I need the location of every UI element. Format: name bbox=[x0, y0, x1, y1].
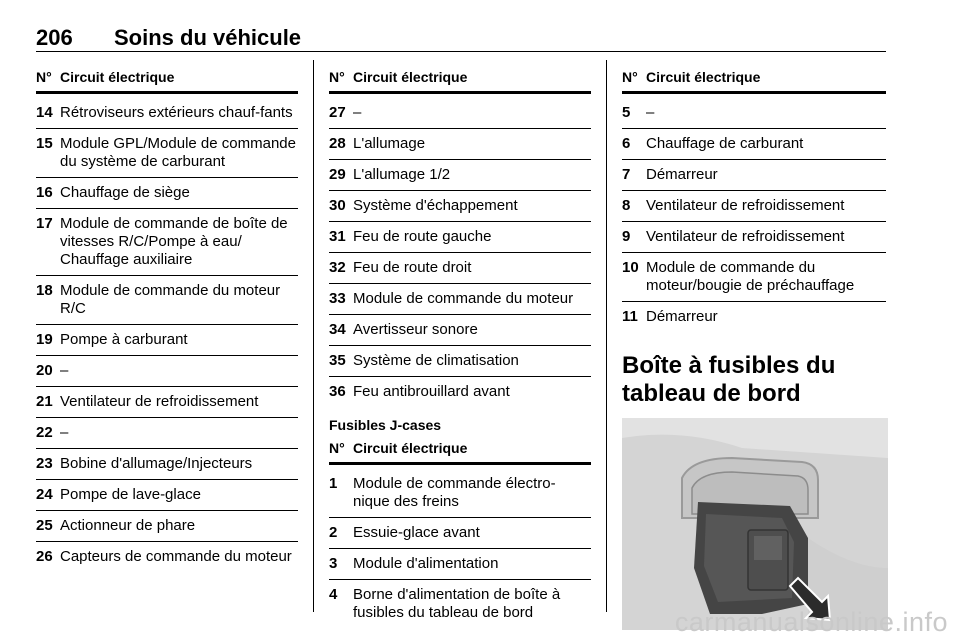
page-section-title: Soins du véhicule bbox=[114, 25, 302, 50]
fuse-row bbox=[622, 133, 886, 160]
fuse-row bbox=[329, 133, 591, 160]
fuse-number: 9 bbox=[622, 228, 631, 245]
fuse-row bbox=[36, 515, 298, 542]
header-num: N° bbox=[622, 69, 638, 85]
fuse-description: L'allumage bbox=[353, 135, 426, 152]
fuse-description: Bobine d'allumage/Injecteurs bbox=[60, 455, 253, 472]
header-desc: Circuit électrique bbox=[60, 69, 175, 85]
fuse-number: 5 bbox=[622, 104, 631, 121]
table-header bbox=[329, 68, 591, 94]
page-number: 206 bbox=[36, 25, 73, 50]
fuse-description: Chauffage de carburant bbox=[646, 135, 804, 152]
fuse-row bbox=[329, 257, 591, 284]
fuse-description: Pompe de lave-glace bbox=[60, 486, 201, 503]
fuse-description: – bbox=[646, 104, 655, 121]
fuse-description: Avertisseur sonore bbox=[353, 321, 478, 338]
fusebox-illustration bbox=[622, 418, 888, 630]
fuse-number: 28 bbox=[329, 135, 346, 152]
fuse-row bbox=[36, 546, 298, 572]
section-heading: Boîte à fusibles du tableau de bord bbox=[622, 352, 836, 407]
fuse-description: Pompe à carburant bbox=[60, 331, 188, 348]
fuse-row bbox=[36, 422, 298, 449]
fuse-number: 27 bbox=[329, 104, 346, 121]
fuse-row bbox=[329, 584, 591, 628]
fuse-number: 20 bbox=[36, 362, 53, 379]
fuse-number: 24 bbox=[36, 486, 53, 503]
fuse-row bbox=[36, 213, 298, 276]
fuse-row bbox=[622, 164, 886, 191]
table-header bbox=[329, 439, 591, 465]
fuse-row bbox=[329, 553, 591, 580]
fuse-row bbox=[329, 473, 591, 518]
fuse-number: 1 bbox=[329, 475, 338, 492]
fuse-description: – bbox=[60, 424, 69, 441]
fuse-row bbox=[36, 391, 298, 418]
fuse-row bbox=[329, 319, 591, 346]
jcases-title: Fusibles J-cases bbox=[329, 417, 442, 433]
table-header bbox=[622, 68, 886, 94]
fuse-description: Chauffage de siège bbox=[60, 184, 190, 201]
fuse-description: Essuie-glace avant bbox=[353, 524, 480, 541]
fuse-description: Ventilateur de refroidissement bbox=[60, 393, 259, 410]
fuse-number: 36 bbox=[329, 383, 346, 400]
fuse-number: 2 bbox=[329, 524, 338, 541]
header-rule bbox=[36, 51, 886, 52]
fuse-description: Module d'alimentation bbox=[353, 555, 499, 572]
fuse-description: Module de commande de boîte de vitesses R/C/Pompe à eau/ Chauffage auxiliaire bbox=[60, 215, 288, 268]
column-2 bbox=[329, 68, 591, 632]
fuse-number: 10 bbox=[622, 259, 639, 276]
fuse-number: 21 bbox=[36, 393, 53, 410]
fusebox-photo bbox=[622, 418, 888, 630]
header-desc: Circuit électrique bbox=[353, 440, 468, 456]
fuse-number: 25 bbox=[36, 517, 53, 534]
fuse-number: 34 bbox=[329, 321, 346, 338]
fuse-row bbox=[329, 195, 591, 222]
watermark: carmanualsonline.info bbox=[674, 607, 948, 637]
fuse-number: 14 bbox=[36, 104, 53, 121]
fuse-description: Module de commande du moteur bbox=[353, 290, 574, 307]
fuse-number: 26 bbox=[36, 548, 53, 565]
fuse-row bbox=[329, 288, 591, 315]
fuse-description: Système de climatisation bbox=[353, 352, 519, 369]
fuse-description: Module de commande du moteur R/C bbox=[60, 282, 281, 317]
fuse-description: Module de commande électro-nique des freins bbox=[353, 475, 556, 510]
fuse-number: 4 bbox=[329, 586, 338, 603]
fuse-row bbox=[36, 453, 298, 480]
fuse-row bbox=[329, 102, 591, 129]
fuse-description: Module de commande du moteur/bougie de préchauffage bbox=[646, 259, 855, 294]
fuse-number: 29 bbox=[329, 166, 346, 183]
column-divider bbox=[313, 60, 314, 612]
fuse-list bbox=[36, 102, 298, 572]
fuse-number: 22 bbox=[36, 424, 53, 441]
fuse-number: 11 bbox=[622, 308, 638, 325]
fuse-description: Démarreur bbox=[646, 166, 718, 183]
fuse-description: Démarreur bbox=[646, 308, 718, 325]
header-num: N° bbox=[329, 69, 345, 85]
page-header bbox=[36, 25, 886, 51]
fuse-number: 15 bbox=[36, 135, 53, 152]
column-divider bbox=[606, 60, 607, 612]
fuse-description: Borne d'alimentation de boîte à fusibles du tableau de bord bbox=[353, 586, 561, 621]
fuse-number: 6 bbox=[622, 135, 631, 152]
fuse-description: Capteurs de commande du moteur bbox=[60, 548, 292, 565]
fuse-row bbox=[36, 360, 298, 387]
fuse-list bbox=[329, 102, 591, 407]
fuse-row bbox=[329, 522, 591, 549]
fuse-description: Feu antibrouillard avant bbox=[353, 383, 510, 400]
fuse-description: Rétroviseurs extérieurs chauf-fants bbox=[60, 104, 293, 121]
fuse-row bbox=[622, 102, 886, 129]
fuse-description: – bbox=[60, 362, 69, 379]
fuse-number: 16 bbox=[36, 184, 53, 201]
header-num: N° bbox=[36, 69, 52, 85]
fuse-row bbox=[329, 350, 591, 377]
fuse-number: 23 bbox=[36, 455, 53, 472]
fuse-row bbox=[329, 164, 591, 191]
fuse-description: Feu de route droit bbox=[353, 259, 472, 276]
fuse-description: Système d'échappement bbox=[353, 197, 518, 214]
fuse-number: 7 bbox=[622, 166, 631, 183]
fuse-row bbox=[622, 226, 886, 253]
fuse-row bbox=[329, 381, 591, 407]
fuse-number: 30 bbox=[329, 197, 346, 214]
fuse-row bbox=[36, 102, 298, 129]
fuse-number: 33 bbox=[329, 290, 346, 307]
fuse-row bbox=[622, 306, 886, 332]
fuse-description: Actionneur de phare bbox=[60, 517, 196, 534]
fuse-row bbox=[329, 226, 591, 253]
column-1 bbox=[36, 68, 298, 576]
fuse-number: 18 bbox=[36, 282, 53, 299]
header-num: N° bbox=[329, 440, 345, 456]
fuse-number: 3 bbox=[329, 555, 338, 572]
fuse-row bbox=[622, 195, 886, 222]
fuse-list bbox=[329, 473, 591, 628]
fuse-number: 17 bbox=[36, 215, 53, 232]
fuse-number: 32 bbox=[329, 259, 346, 276]
header-desc: Circuit électrique bbox=[353, 69, 468, 85]
fuse-number: 31 bbox=[329, 228, 346, 245]
fuse-row bbox=[36, 484, 298, 511]
fuse-row bbox=[36, 133, 298, 178]
fuse-description: Ventilateur de refroidissement bbox=[646, 197, 845, 214]
fuse-row bbox=[36, 182, 298, 209]
fuse-list bbox=[622, 102, 886, 332]
fuse-description: Module GPL/Module de commande du système de carburant bbox=[60, 135, 296, 170]
header-desc: Circuit électrique bbox=[646, 69, 761, 85]
fuse-description: Ventilateur de refroidissement bbox=[646, 228, 845, 245]
fuse-description: – bbox=[353, 104, 362, 121]
fuse-row bbox=[36, 280, 298, 325]
fuse-description: L'allumage 1/2 bbox=[353, 166, 451, 183]
table-header bbox=[36, 68, 298, 94]
fuse-number: 8 bbox=[622, 197, 631, 214]
column-3 bbox=[622, 68, 886, 630]
fuse-number: 35 bbox=[329, 352, 346, 369]
fuse-row bbox=[622, 257, 886, 302]
fuse-number: 19 bbox=[36, 331, 53, 348]
fuse-row bbox=[36, 329, 298, 356]
fuse-description: Feu de route gauche bbox=[353, 228, 492, 245]
